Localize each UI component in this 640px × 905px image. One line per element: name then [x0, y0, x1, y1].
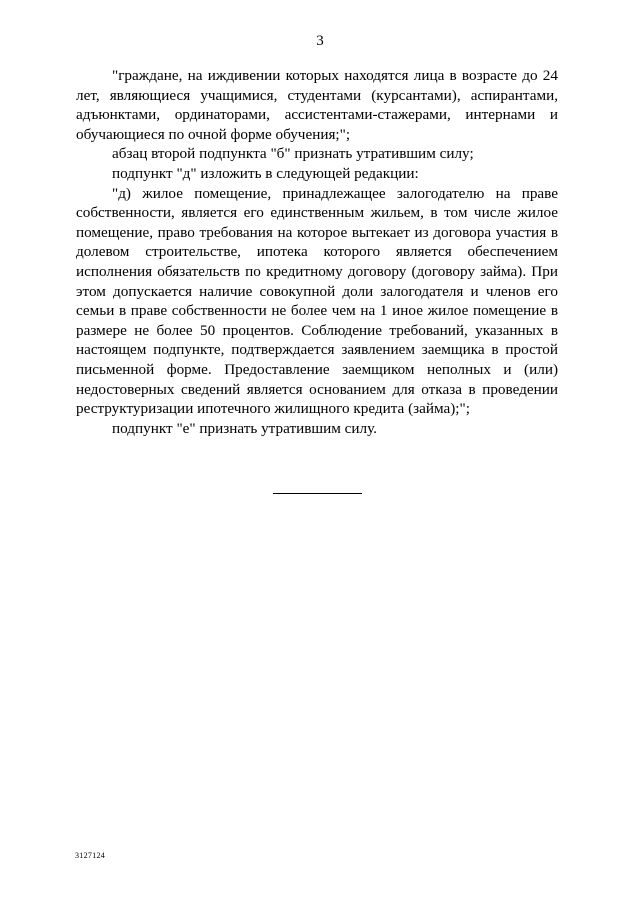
document-code: 3127124: [75, 851, 106, 860]
paragraph-subitem-d-intro: подпункт "д" изложить в следующей редакции:: [112, 164, 419, 182]
paragraph-subitem-e: подпункт "е" признать утратившим силу.: [112, 419, 377, 437]
paragraph-dependents: "граждане, на иждивении которых находятся лица в возрасте до 24 лет, являющиеся учащимися, студентами (курсантами), аспирантами, адъюнктами, ординаторами, ассистентами-стажерами, интернами и обучающиеся по очной форме обучения;";: [76, 67, 558, 143]
paragraph-subitem-d-text: "д) жилое помещение, принадлежащее залогодателю на праве собственности, является его единственным жильем, в том числе жилое помещение, право требования на которое вытекает из договора участия в долевом строительстве, ипотека которого является обеспечением исполнения обязательств по кредитному договору (договору займа). При этом допускается наличие совокупной доли залогодателя и членов его семьи в праве собственности не более чем на 1 иное жилое помещение в размере не более 50 процентов. Соблюдение требований, указанных в настоящем подпункте, подтверждается заявлением заемщика в простой письменной форме. Предоставление заемщиком неполных и (или) недостоверных сведений является основанием для отказа в проведении реструктуризации ипотечного жилищного кредита (займа);";: [76, 184, 558, 418]
page-number: 3: [316, 33, 324, 49]
end-separator-line: [273, 493, 362, 494]
paragraph-subitem-b: абзац второй подпункта "б" признать утратившим силу;: [112, 145, 474, 163]
document-body: [76, 66, 558, 438]
